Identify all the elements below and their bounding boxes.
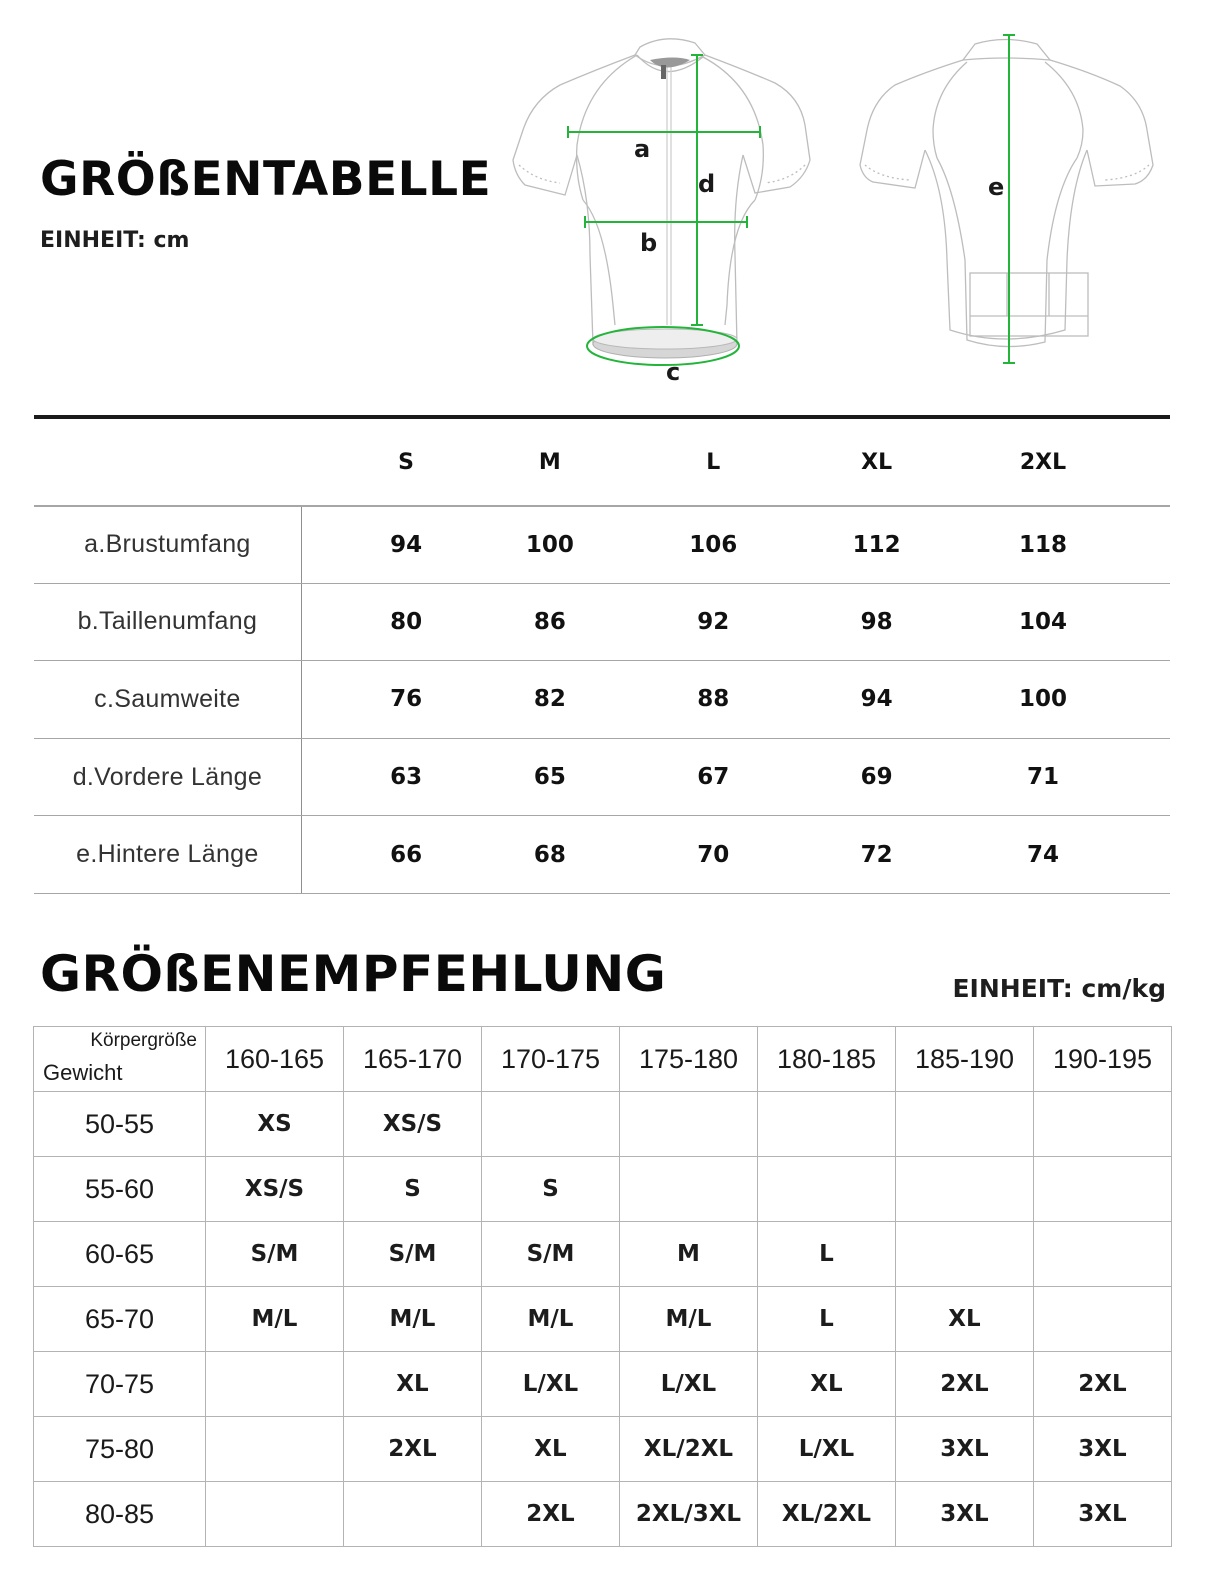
recommendation-unit: EINHEIT: cm/kg [952,974,1166,1003]
dimension-label-d: d [698,170,716,198]
row-label: e.Hintere Länge [34,816,302,893]
size-cell: S/M [344,1222,482,1287]
size-cell: 3XL [1034,1482,1172,1547]
row-label: c.Saumweite [34,661,302,738]
size-cell: L/XL [758,1417,896,1482]
size-cell: L [758,1222,896,1287]
size-cell: S/M [482,1222,620,1287]
size-cell: XL [344,1352,482,1417]
table-row [34,1352,1172,1417]
table-row [34,739,1170,817]
weight-label: 80-85 [34,1482,206,1547]
size-cell: XS/S [344,1092,482,1157]
cell-value: 74 [1026,841,1059,868]
cell-value: 100 [525,531,574,558]
size-cell: M/L [344,1287,482,1352]
size-cell [482,1092,620,1157]
row-label: a.Brustumfang [34,507,302,583]
cell-value: 72 [860,841,893,868]
size-cell: XL [896,1287,1034,1352]
size-cell: XL [758,1352,896,1417]
height-axis-label: Körpergröße [90,1030,197,1051]
size-cell [1034,1157,1172,1222]
size-cell [896,1157,1034,1222]
size-cell [758,1157,896,1222]
size-cell: XS [206,1092,344,1157]
size-cell: L/XL [620,1352,758,1417]
cell-value: 100 [1018,686,1067,713]
size-cell [620,1157,758,1222]
dimension-label-b: b [640,229,658,257]
cell-value: 86 [533,608,566,635]
size-cell: XS/S [206,1157,344,1222]
size-header-l: L [706,449,721,475]
size-cell: S [482,1157,620,1222]
size-cell [206,1417,344,1482]
table-row [34,661,1170,739]
table-row [34,816,1170,894]
size-header-m: M [538,449,561,475]
cell-value: 76 [390,686,423,713]
weight-label: 65-70 [34,1287,206,1352]
size-cell: M/L [206,1287,344,1352]
cell-value: 88 [697,686,730,713]
cell-value: 94 [860,686,893,713]
weight-label: 55-60 [34,1157,206,1222]
size-header-xl: XL [861,449,893,475]
size-chart-title: GRÖßENTABELLE [40,152,492,207]
size-cell: L [758,1287,896,1352]
size-cell: 2XL/3XL [620,1482,758,1547]
height-header: 190-195 [1034,1027,1172,1092]
size-cell: M/L [482,1287,620,1352]
cell-value: 112 [852,531,901,558]
table-row [34,1092,1172,1157]
cell-value: 67 [697,764,730,791]
height-header: 185-190 [896,1027,1034,1092]
size-cell [344,1482,482,1547]
measurement-body [34,506,1170,894]
dimension-label-a: a [634,135,651,163]
measurement-header-blank [34,419,302,505]
height-header: 160-165 [206,1027,344,1092]
table-row [34,1222,1172,1287]
cell-value: 106 [689,531,738,558]
size-cell: XL [482,1417,620,1482]
weight-axis-label: Gewicht [43,1060,123,1085]
cell-value: 94 [390,531,423,558]
measurement-table [34,419,1170,506]
weight-label: 50-55 [34,1092,206,1157]
size-cell: M [620,1222,758,1287]
dimension-label-e: e [988,173,1005,201]
size-chart-unit: EINHEIT: cm [40,228,190,253]
cell-value: 69 [860,764,893,791]
height-header: 175-180 [620,1027,758,1092]
size-cell [896,1092,1034,1157]
size-cell: L/XL [482,1352,620,1417]
height-header: 180-185 [758,1027,896,1092]
size-cell: 2XL [344,1417,482,1482]
table-row [34,1157,1172,1222]
table-row [34,506,1170,584]
size-cell: 3XL [896,1417,1034,1482]
jersey-front-diagram [505,25,815,395]
corner-header [34,1027,206,1092]
size-cell: 3XL [1034,1417,1172,1482]
size-cell [206,1482,344,1547]
size-cell [758,1092,896,1157]
row-label: d.Vordere Länge [34,739,302,816]
size-cell [1034,1222,1172,1287]
height-header: 165-170 [344,1027,482,1092]
table-row [34,1482,1172,1547]
size-cell: M/L [620,1287,758,1352]
size-cell: 2XL [482,1482,620,1547]
dimension-label-c: c [666,358,681,386]
height-header-row [34,1027,1172,1092]
measurement-header-row [34,419,1170,506]
size-cell [1034,1287,1172,1352]
size-cell: S/M [206,1222,344,1287]
jersey-back-diagram [855,30,1160,370]
table-row [34,584,1170,662]
size-header-s: S [398,449,415,475]
recommendation-title: GRÖßENEMPFEHLUNG [40,945,667,1003]
row-label: b.Taillenumfang [34,584,302,661]
cell-value: 92 [697,608,730,635]
size-cell: XL/2XL [758,1482,896,1547]
cell-value: 98 [860,608,893,635]
height-header: 170-175 [482,1027,620,1092]
cell-value: 70 [697,841,730,868]
cell-value: 104 [1018,608,1067,635]
cell-value: 118 [1018,531,1067,558]
size-cell: 3XL [896,1482,1034,1547]
size-cell [896,1222,1034,1287]
cell-value: 82 [533,686,566,713]
size-cell [206,1352,344,1417]
table-row [34,1287,1172,1352]
cell-value: 63 [390,764,423,791]
weight-label: 70-75 [34,1352,206,1417]
cell-value: 65 [533,764,566,791]
cell-value: 80 [390,608,423,635]
size-cell: 2XL [896,1352,1034,1417]
cell-value: 66 [390,841,423,868]
size-header-2xl: 2XL [1019,449,1067,475]
recommendation-table [33,1026,1172,1547]
size-cell [1034,1092,1172,1157]
table-row [34,1417,1172,1482]
size-cell [620,1092,758,1157]
weight-label: 60-65 [34,1222,206,1287]
size-cell: 2XL [1034,1352,1172,1417]
cell-value: 71 [1026,764,1059,791]
size-cell: XL/2XL [620,1417,758,1482]
cell-value: 68 [533,841,566,868]
size-cell: S [344,1157,482,1222]
weight-label: 75-80 [34,1417,206,1482]
